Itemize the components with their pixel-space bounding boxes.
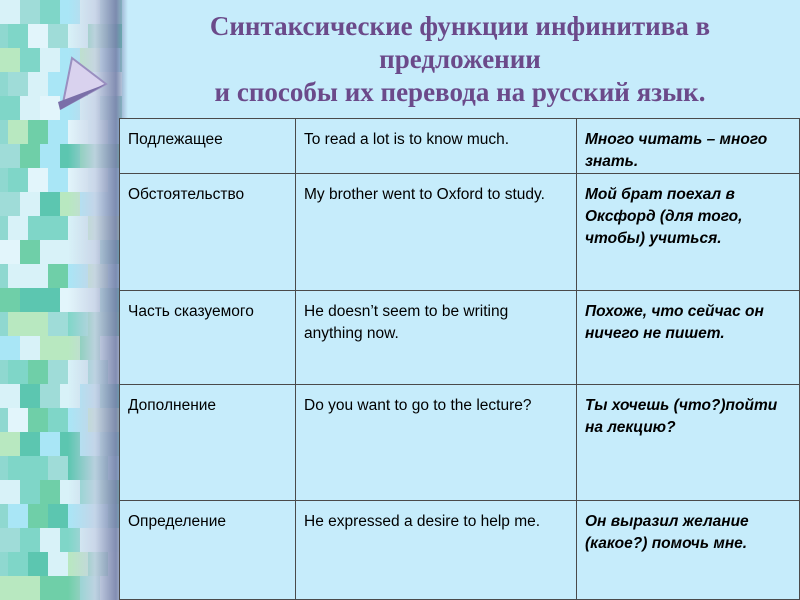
- decorative-block: [40, 432, 60, 456]
- example-cell: To read a lot is to know much.: [296, 119, 577, 174]
- decorative-block: [0, 192, 20, 216]
- function-cell: Дополнение: [120, 385, 296, 501]
- decorative-block: [0, 528, 20, 552]
- decorative-block: [28, 216, 48, 240]
- decorative-block: [8, 456, 28, 480]
- decorative-block: [40, 576, 60, 600]
- decorative-block: [40, 336, 60, 360]
- decorative-block: [28, 552, 48, 576]
- decorative-block: [0, 384, 20, 408]
- decorative-block: [28, 168, 48, 192]
- decorative-block: [0, 48, 20, 72]
- decorative-block: [8, 72, 28, 96]
- decorative-block: [20, 0, 40, 24]
- decorative-block: [28, 24, 48, 48]
- decorative-block: [20, 240, 40, 264]
- decorative-block: [48, 504, 68, 528]
- decorative-block: [20, 528, 40, 552]
- function-cell: Часть сказуемого: [120, 291, 296, 385]
- decorative-block: [48, 168, 68, 192]
- example-cell: Do you want to go to the lecture?: [296, 385, 577, 501]
- translation-cell: Ты хочешь (что?)пойти на лекцию?: [577, 385, 800, 501]
- decorative-block: [28, 360, 48, 384]
- decorative-block: [0, 96, 20, 120]
- decorative-block: [28, 72, 48, 96]
- decorative-block: [8, 504, 28, 528]
- example-cell: He doesn’t seem to be writing anything now.: [296, 291, 577, 385]
- decorative-block: [8, 264, 28, 288]
- decorative-block: [20, 336, 40, 360]
- decorative-block: [48, 552, 68, 576]
- decorative-block: [20, 576, 40, 600]
- table-row: [120, 174, 800, 291]
- decorative-block: [0, 432, 20, 456]
- decorative-block: [40, 192, 60, 216]
- decorative-block: [48, 264, 68, 288]
- decorative-block: [40, 0, 60, 24]
- decorative-block: [8, 408, 28, 432]
- table-row: [120, 119, 800, 174]
- decorative-block: [40, 528, 60, 552]
- table-row: [120, 385, 800, 501]
- decorative-block: [28, 456, 48, 480]
- example-cell: My brother went to Oxford to study.: [296, 174, 577, 291]
- example-cell: He expressed a desire to help me.: [296, 501, 577, 600]
- title-line-2: предложении: [379, 44, 541, 74]
- decorative-block: [28, 312, 48, 336]
- table-row: [120, 291, 800, 385]
- decorative-block: [40, 384, 60, 408]
- decorative-block: [8, 312, 28, 336]
- decorative-block: [0, 288, 20, 312]
- decorative-block: [48, 24, 68, 48]
- decorative-block: [40, 480, 60, 504]
- decorative-block: [48, 456, 68, 480]
- function-cell: Определение: [120, 501, 296, 600]
- decorative-block: [40, 240, 60, 264]
- decorative-block: [20, 432, 40, 456]
- decorative-block: [8, 360, 28, 384]
- function-cell: Подлежащее: [120, 119, 296, 174]
- decorative-block: [28, 408, 48, 432]
- decorative-block: [28, 264, 48, 288]
- translation-cell: Похоже, что сейчас он ничего не пишет.: [577, 291, 800, 385]
- decorative-block: [0, 240, 20, 264]
- title-line-3: и способы их перевода на русский язык.: [214, 77, 706, 107]
- decorative-block: [48, 312, 68, 336]
- decorative-block: [48, 408, 68, 432]
- decorative-block: [0, 336, 20, 360]
- decorative-block: [8, 24, 28, 48]
- title-line-1: Синтаксические функции инфинитива в: [209, 11, 711, 41]
- infinitive-functions-table: [119, 118, 800, 600]
- table-row: [120, 501, 800, 600]
- function-cell: Обстоятельство: [120, 174, 296, 291]
- decorative-block: [20, 192, 40, 216]
- decorative-block: [48, 120, 68, 144]
- decorative-block: [8, 552, 28, 576]
- decorative-block: [20, 144, 40, 168]
- translation-cell: Он выразил желание (какое?) помочь мне.: [577, 501, 800, 600]
- decorative-block: [20, 384, 40, 408]
- arrow-icon: [54, 50, 114, 110]
- decorative-block: [28, 120, 48, 144]
- decorative-block: [0, 144, 20, 168]
- decorative-block: [28, 504, 48, 528]
- decorative-block: [48, 360, 68, 384]
- decorative-block: [0, 480, 20, 504]
- decorative-block: [40, 144, 60, 168]
- decorative-block: [0, 576, 20, 600]
- decorative-block: [40, 288, 60, 312]
- decorative-block: [8, 216, 28, 240]
- translation-cell: Много читать – много знать.: [577, 119, 800, 174]
- decorative-block: [20, 288, 40, 312]
- translation-cell: Мой брат поехал в Оксфорд (для того, чтобы) учиться.: [577, 174, 800, 291]
- page-title: [135, 10, 785, 109]
- decorative-block: [8, 120, 28, 144]
- decorative-block: [20, 48, 40, 72]
- decorative-block: [20, 96, 40, 120]
- decorative-block: [8, 168, 28, 192]
- decorative-block: [48, 216, 68, 240]
- decorative-block: [0, 0, 20, 24]
- decorative-block: [20, 480, 40, 504]
